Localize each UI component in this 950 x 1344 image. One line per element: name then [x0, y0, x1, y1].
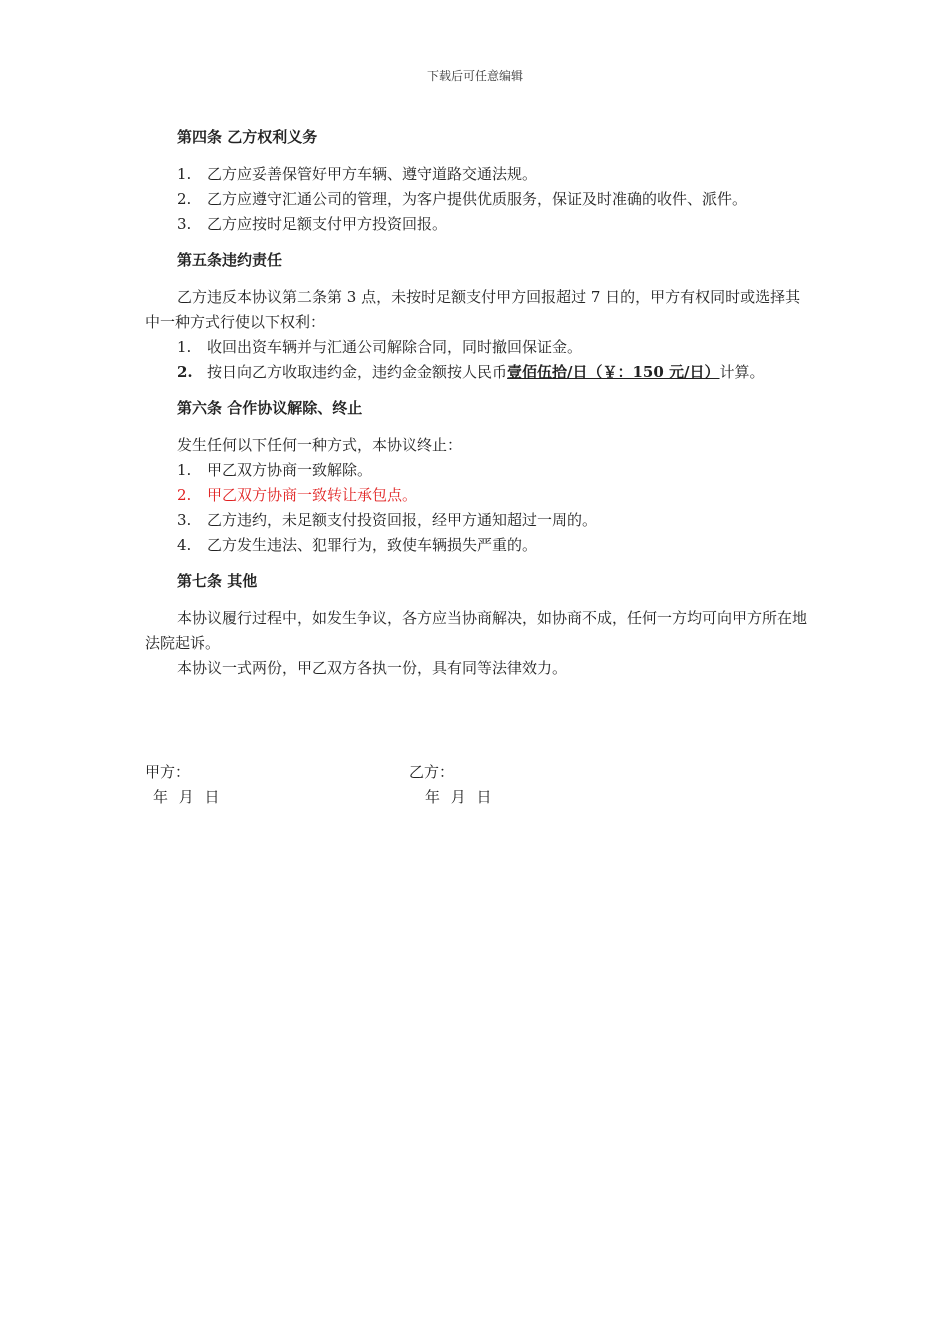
- list-text: 甲乙双方协商一致解除。: [207, 461, 373, 479]
- list-text: 乙方违约，未足额支付投资回报，经甲方通知超过一周的。: [207, 511, 598, 529]
- party-b-signature: [409, 760, 492, 810]
- list-number: 3.: [177, 215, 192, 233]
- list-item: [145, 508, 810, 533]
- list-item: [145, 212, 810, 237]
- party-a-signature: [145, 760, 220, 810]
- list-text: 收回出资车辆并与汇通公司解除合同，同时撤回保证金。: [207, 338, 583, 356]
- list-text: 乙方应遵守汇通公司的管理，为客户提供优质服务，保证及时准确的收件、派件。: [207, 190, 748, 208]
- list-number: 1.: [177, 338, 192, 356]
- section7-paragraph2: 本协议一式两份，甲乙双方各执一份，具有同等法律效力。: [177, 659, 568, 677]
- list-number: 1.: [177, 461, 192, 479]
- list-item: [145, 458, 810, 483]
- list-text: 乙方应妥善保管好甲方车辆、遵守道路交通法规。: [207, 165, 538, 183]
- party-a-label: 甲方：: [145, 763, 191, 781]
- party-a-date: 年 月 日: [153, 788, 220, 806]
- list-number: 4.: [177, 536, 192, 554]
- list-text-before: 按日向乙方收取违约金，违约金金额按人民币: [207, 363, 508, 381]
- document-body: [145, 126, 810, 681]
- party-b-label: 乙方：: [409, 763, 455, 781]
- list-number: 1.: [177, 165, 192, 183]
- list-item: [145, 162, 810, 187]
- list-item: [145, 335, 810, 360]
- section6-title: 第六条 合作协议解除、终止: [177, 399, 363, 417]
- section5-list: [145, 335, 810, 385]
- list-number: 2.: [177, 363, 193, 381]
- list-item-highlighted: [145, 483, 810, 508]
- list-number: 2.: [177, 190, 192, 208]
- list-number: 3.: [177, 511, 192, 529]
- list-item: [145, 533, 810, 558]
- section7-paragraph1: 本协议履行过程中，如发生争议，各方应当协商解决，如协商不成，任何一方均可向甲方所在地法院起诉。: [145, 609, 808, 652]
- list-text: 甲乙双方协商一致转让承包点。: [207, 486, 418, 504]
- penalty-amount: 壹佰伍拾/日（￥：150 元/日）: [507, 363, 720, 381]
- list-item: [145, 360, 810, 385]
- header-note: 下载后可任意编辑: [426, 69, 523, 83]
- section4-list: [145, 162, 810, 237]
- section4-title: 第四条 乙方权利义务: [177, 128, 318, 146]
- section7-title: 第七条 其他: [177, 572, 258, 590]
- list-text: 乙方应按时足额支付甲方投资回报。: [207, 215, 448, 233]
- section5-title: 第五条违约责任: [177, 251, 283, 269]
- section5-paragraph: 乙方违反本协议第二条第 3 点，未按时足额支付甲方回报超过 7 日的，甲方有权同时或选择其中一种方式行使以下权利：: [145, 288, 801, 331]
- list-number: 2.: [177, 486, 192, 504]
- section6-intro: 发生任何以下任何一种方式，本协议终止：: [177, 436, 463, 454]
- list-item: [145, 187, 810, 212]
- section6-list: [145, 458, 810, 558]
- list-text-after: 计算。: [719, 363, 765, 381]
- party-b-date: 年 月 日: [425, 788, 492, 806]
- list-text: 乙方发生违法、犯罪行为，致使车辆损失严重的。: [207, 536, 538, 554]
